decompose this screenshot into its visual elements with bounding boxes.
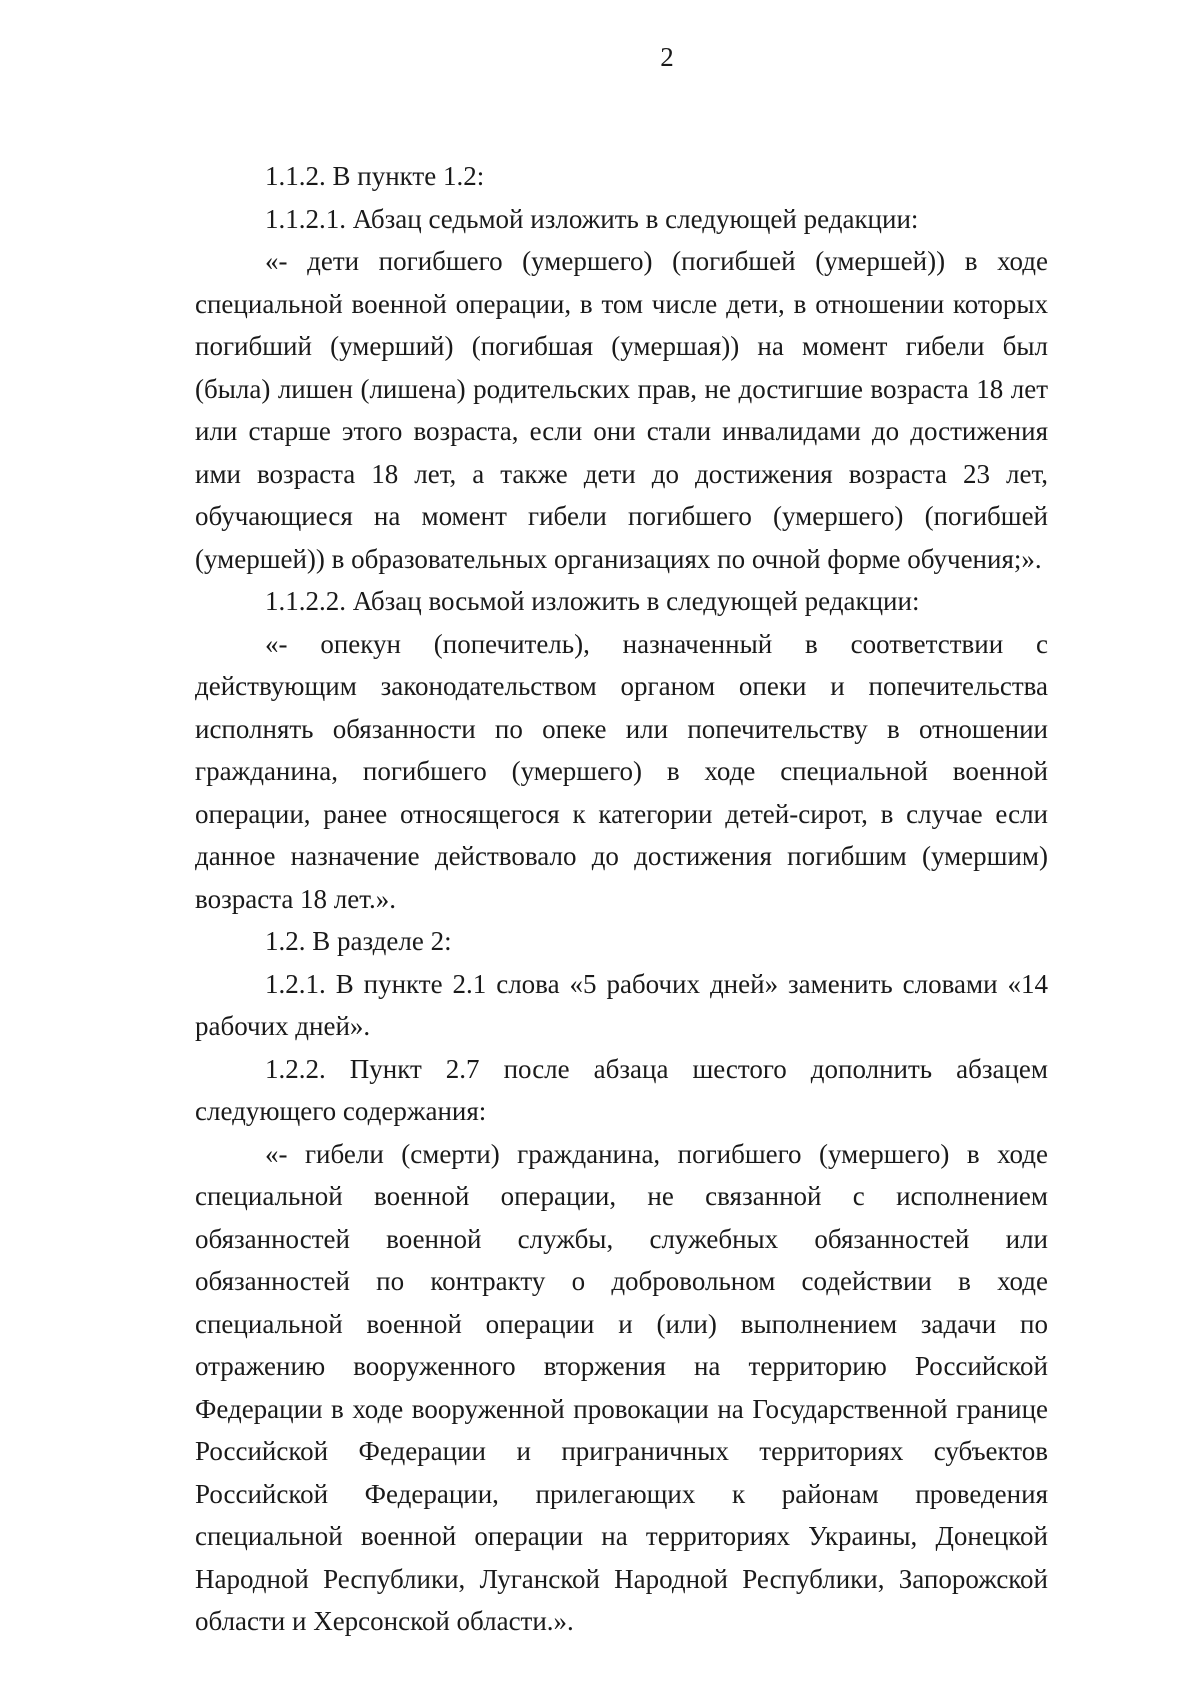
section-heading-1-2: 1.2. В разделе 2:	[265, 926, 452, 956]
instruction-1-1-2-2: 1.1.2.2. Абзац восьмой изложить в следующей редакции:	[265, 586, 920, 616]
subsection-heading-1-1-2: 1.1.2. В пункте 1.2:	[265, 161, 485, 191]
quoted-text-children: «- дети погибшего (умершего) (погибшей (умершей)) в ходе специальной военной операции, в том числе дети, в отношении которых погибший (умерший) (погибшая (умершая)) на момент гибели был (была) лишен (лишена) родительских прав, не достигшие возраста 18 лет или старше этого возраста, если они стали инвалидами до достижения ими возраста 18 лет, а также дети до достижения возраста 23 лет, обучающиеся на момент гибели погибшего (умершего) (погибшей (умершей)) в образовательных организациях по очной форме обучения;».	[195, 246, 1048, 574]
quoted-text-guardian: «- опекун (попечитель), назначенный в соответствии с действующим законодательством органом опеки и попечительства исполнять обязанности по опеке или попечительству в отношении гражданина, погибшего (умершего) в ходе специальной военной операции, ранее относящегося к категории детей-сирот, в случае если данное назначение действовало до достижения погибшим (умершим) возраста 18 лет.».	[195, 628, 1048, 914]
instruction-1-2-2: 1.2.2. Пункт 2.7 после абзаца шестого дополнить абзацем следующего содержания:	[195, 1053, 1048, 1126]
instruction-1-1-2-1: 1.1.2.1. Абзац седьмой изложить в следующей редакции:	[265, 203, 919, 234]
document-body	[195, 155, 1048, 1643]
page-number: 2	[660, 42, 674, 72]
quoted-text-death: «- гибели (смерти) гражданина, погибшего (умершего) в ходе специальной военной операции, не связанной с исполнением обязанностей военной службы, служебных обязанностей или обязанностей по контракту о добровольном содействии в ходе специальной военной операции и (или) выполнением задачи по отражению вооруженного вторжения на территорию Российской Федерации в ходе вооруженной провокации на Государственной границе Российской Федерации и приграничных территориях субъектов Российской Федерации, прилегающих к районам проведения специальной военной операции на территориях Украины, Донецкой Народной Республики, Луганской Народной Республики, Запорожской области и Херсонской области.».	[195, 1138, 1048, 1636]
instruction-1-2-1: 1.2.1. В пункте 2.1 слова «5 рабочих дней» заменить словами «14 рабочих дней».	[195, 968, 1048, 1041]
